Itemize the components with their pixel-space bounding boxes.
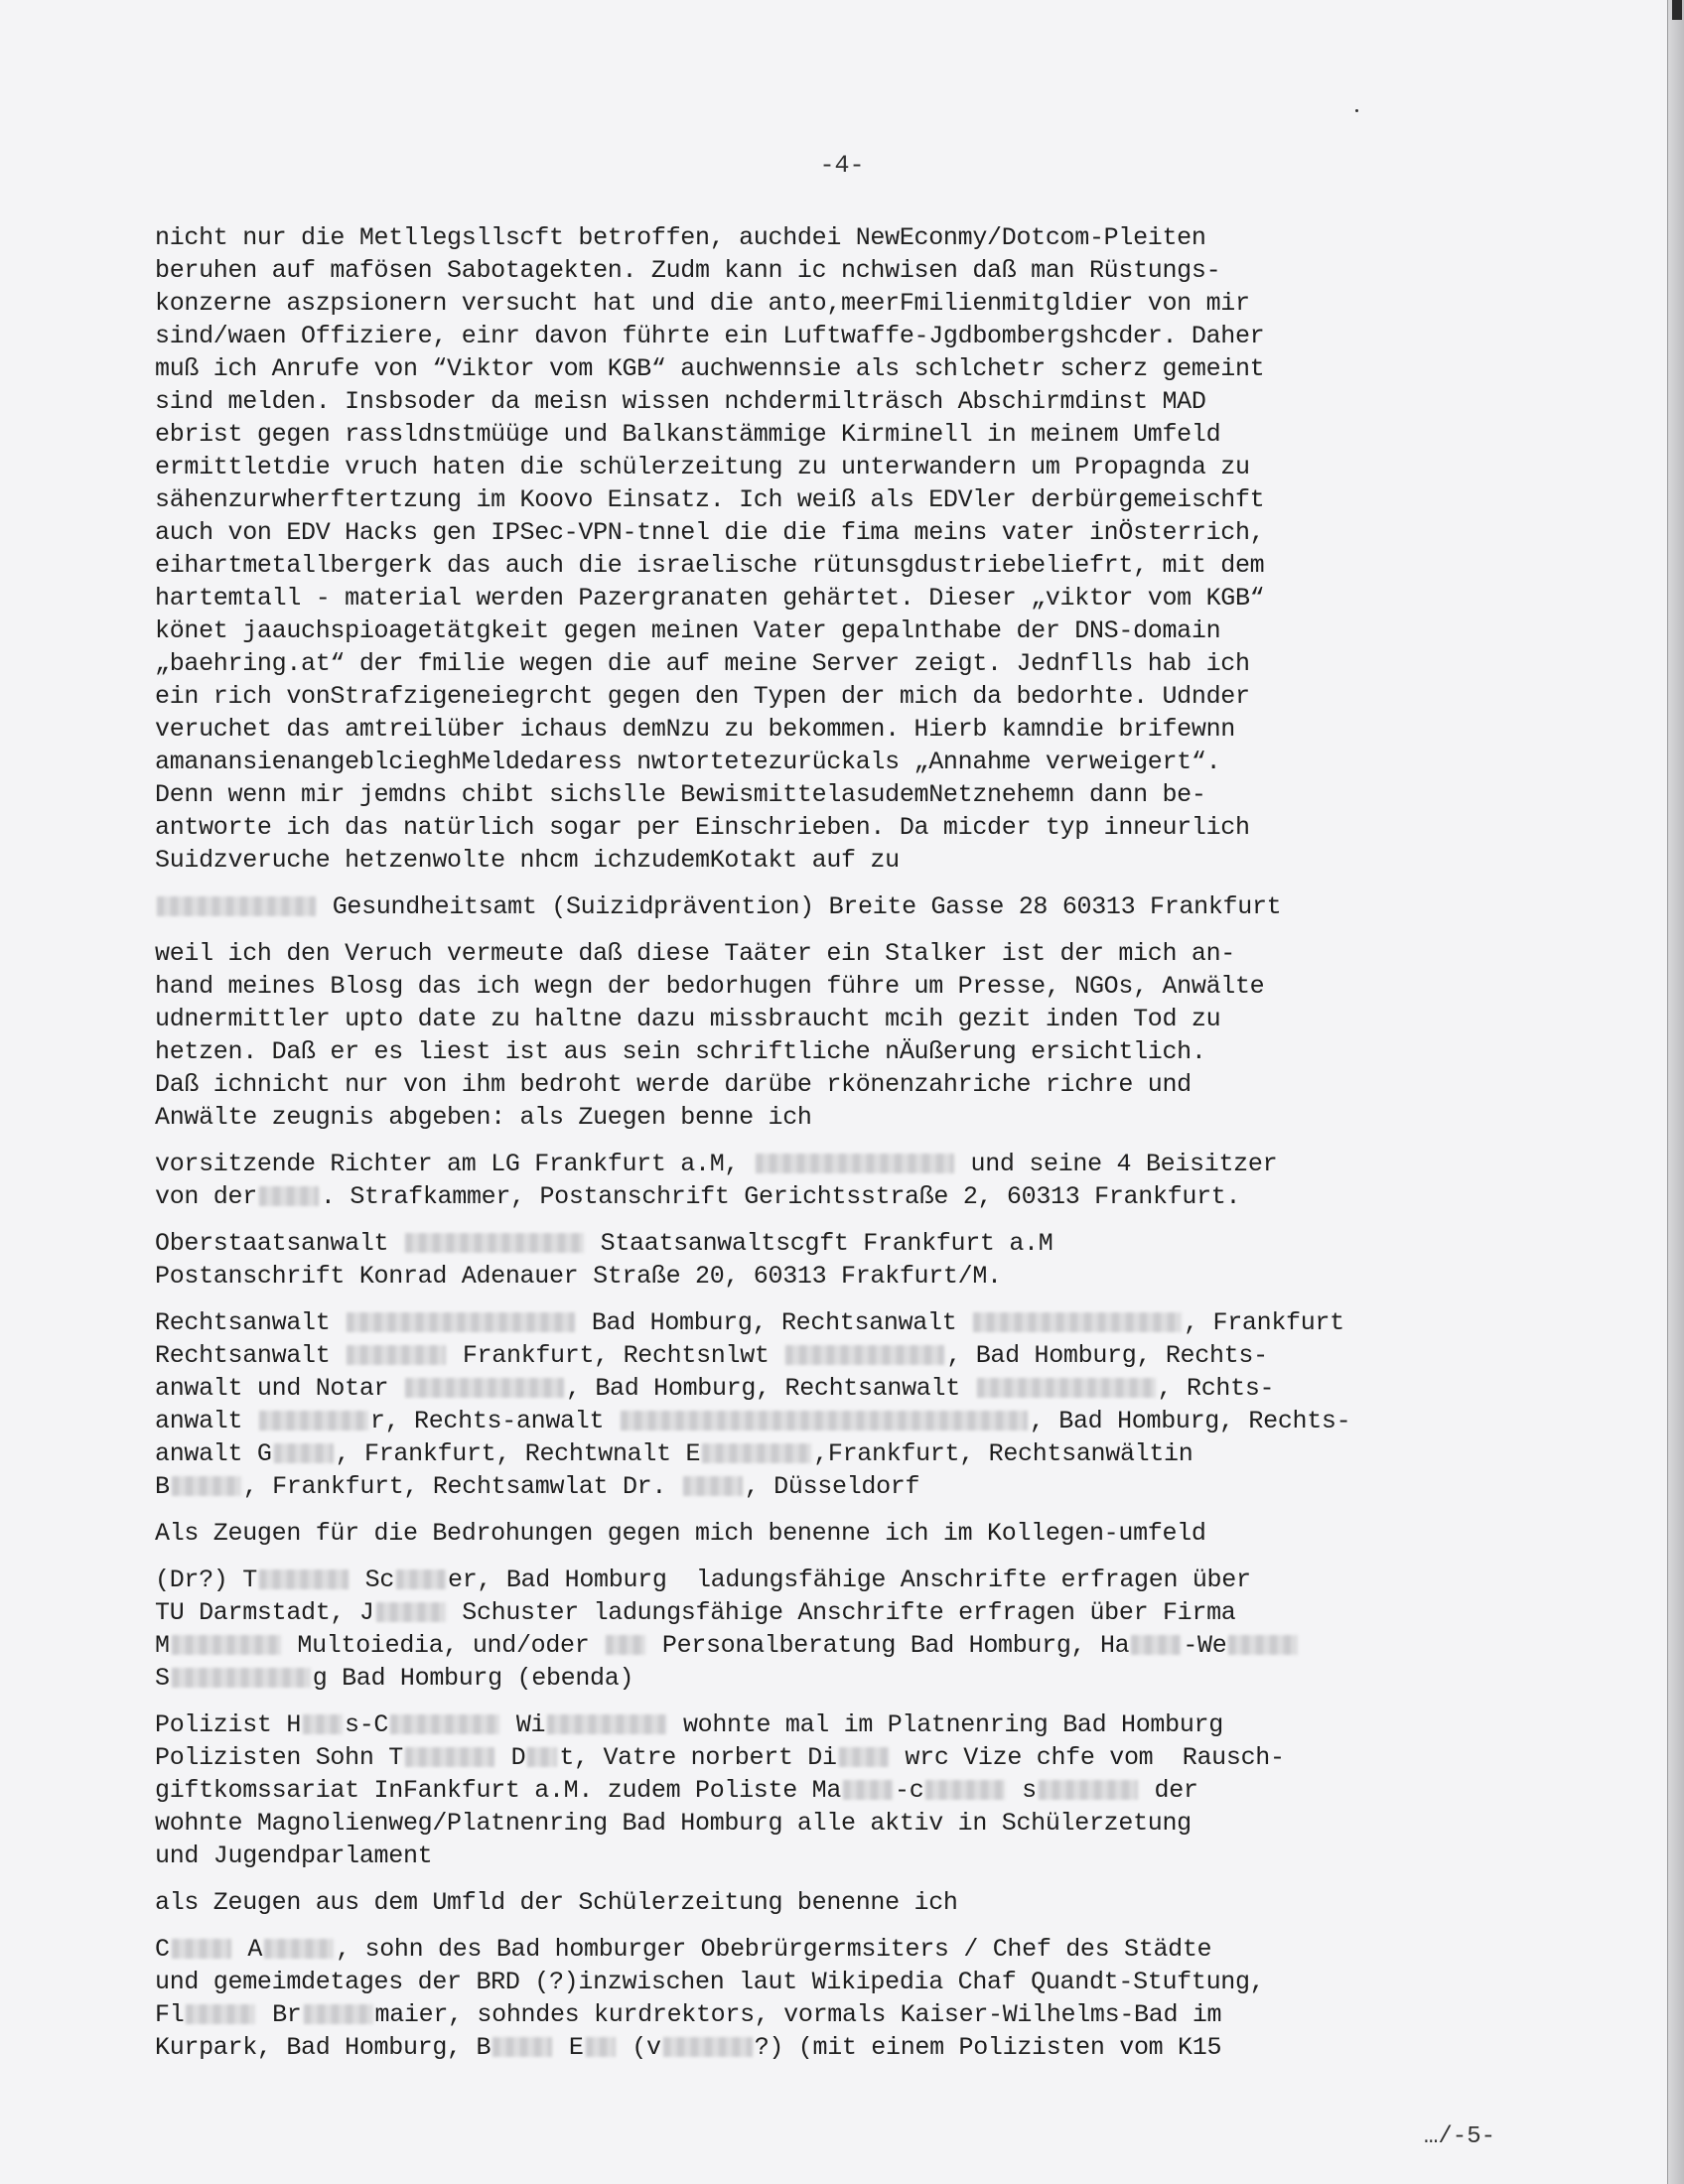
text-span: , Düsseldorf — [744, 1472, 920, 1501]
redaction — [172, 1939, 231, 1959]
redaction — [396, 1570, 446, 1589]
text-span: giftkomssariat InFankfurt a.M. zudem Poliste Ma — [155, 1776, 842, 1805]
text-span: Polizisten Sohn T — [155, 1743, 403, 1772]
text-span: , Bad Homburg, Rechts- — [946, 1341, 1268, 1370]
redaction — [172, 1635, 281, 1655]
redaction — [925, 1780, 1005, 1800]
text-span: M — [155, 1631, 170, 1660]
text-line: amanansienangeblcieghMeldedaress nwtortetezurückals „Annahme verweigert“. — [155, 748, 1221, 776]
redaction — [1228, 1635, 1298, 1655]
redaction — [1131, 1635, 1181, 1655]
redaction — [390, 1714, 499, 1734]
redaction — [702, 1443, 811, 1463]
text-span: C — [155, 1935, 170, 1964]
redaction — [977, 1378, 1156, 1398]
redaction — [683, 1476, 743, 1496]
text-span: Gesundheitsamt (Suizidprävention) Breite Gasse 28 60313 Frankfurt — [332, 892, 1282, 921]
text-line — [155, 1437, 1485, 1470]
text-span: Kurpark, Bad Homburg, B — [155, 2033, 491, 2062]
text-span: (v — [632, 2033, 661, 2062]
text-line: konzerne aszpsionern versucht hat und die anto,meerFmilienmitgldier von mir — [155, 289, 1250, 318]
redaction — [264, 1939, 334, 1959]
text-span: (Dr?) T — [155, 1566, 257, 1594]
redaction — [274, 1443, 334, 1463]
redaction — [186, 2004, 255, 2024]
text-span: der — [1154, 1776, 1198, 1805]
text-line — [155, 1470, 1485, 1503]
text-span: Staatsanwaltscgft Frankfurt a.M — [585, 1229, 1053, 1258]
text-line: muß ich Anrufe von “Viktor vom KGB“ auchwennsie als schlchetr scherz gemeint — [155, 354, 1265, 383]
text-span: Bad Homburg, Rechtsanwalt — [591, 1308, 957, 1337]
redaction — [259, 1411, 368, 1431]
text-span: Polizist H — [155, 1710, 302, 1739]
paragraph-witnesses-intro — [155, 1517, 1485, 1550]
redaction — [376, 1602, 446, 1622]
text-line: Anwälte zeugnis abgeben: als Zuegen benne ich — [155, 1103, 812, 1132]
text-span: , Frankfurt — [1184, 1308, 1344, 1337]
text-line — [155, 1708, 1485, 1741]
text-line — [155, 1339, 1485, 1372]
text-line — [155, 1227, 1485, 1260]
text-span: -c — [895, 1776, 924, 1805]
text-line: Denn wenn mir jemdns chibt sichslle BewismittelasudemNetznehemn dann be- — [155, 780, 1206, 809]
text-span: Schuster ladungsfähige Anschrifte erfragen über Firma — [462, 1598, 1236, 1627]
redaction — [347, 1312, 575, 1332]
page-number: -4- — [819, 151, 865, 180]
text-line — [155, 1741, 1485, 1774]
text-span: Sc — [364, 1566, 395, 1594]
text-line — [155, 2031, 1485, 2064]
redaction — [405, 1747, 494, 1767]
text-line — [155, 1998, 1485, 2031]
redaction — [157, 896, 316, 916]
text-line — [155, 890, 1485, 923]
paragraph-school-witnesses — [155, 1933, 1485, 2064]
text-span: , sohn des Bad homburger Obebrürgermsiters / Chef des Städte — [336, 1935, 1212, 1964]
text-line — [155, 1564, 1485, 1596]
redaction — [303, 1714, 343, 1734]
text-span: S — [155, 1664, 170, 1693]
text-span: E — [568, 2033, 584, 2062]
redaction — [259, 1570, 349, 1589]
redaction — [839, 1747, 889, 1767]
text-line: könet jaauchspioagetätgkeit gegen meinen Vater gepalnthabe der DNS-domain — [155, 616, 1221, 645]
text-span: Multoiedia, und/oder — [282, 1631, 590, 1660]
redaction — [347, 1345, 446, 1365]
text-span: maier, sohndes kurdrektors, vormals Kaiser-Wilhelms-Bad im — [374, 2000, 1222, 2029]
redaction — [405, 1233, 584, 1253]
paragraph-prosecutor — [155, 1227, 1485, 1293]
redaction — [621, 1411, 1028, 1431]
redaction — [172, 1476, 241, 1496]
text-line: und Jugendparlament — [155, 1842, 433, 1870]
text-line: veruchet das amtreilüber ichaus demNzu zu bekommen. Hierb kamndie brifewnn — [155, 715, 1235, 744]
paragraph-judges — [155, 1148, 1485, 1213]
text-line: ebrist gegen rassldnstmüüge und Balkanstämmige Kirminell in meinem Umfeld — [155, 420, 1221, 449]
text-span: t, Vatre norbert Di — [559, 1743, 837, 1772]
text-span: Rechtsanwalt — [155, 1308, 331, 1337]
paragraph-1 — [155, 221, 1485, 877]
text-line — [155, 1372, 1485, 1405]
text-line: Als Zeugen für die Bedrohungen gegen mich benenne ich im Kollegen-umfeld — [155, 1519, 1206, 1548]
text-line: sähenzurwherftertzung im Koovo Einsatz. Ich weiß als EDVler derbürgemeischft — [155, 485, 1265, 514]
text-span: anwalt — [155, 1407, 243, 1435]
text-span: , Rchts- — [1157, 1374, 1275, 1403]
text-span: ?) (mit einem Polizisten vom K15 — [754, 2033, 1222, 2062]
redaction — [663, 2037, 753, 2057]
text-line — [155, 1180, 1485, 1213]
text-line — [155, 1405, 1485, 1437]
redaction — [586, 2037, 616, 2057]
text-line: und gemeimdetages der BRD (?)inzwischen laut Wikipedia Chaf Quandt-Stuftung, — [155, 1968, 1265, 1996]
text-span: von der — [155, 1182, 257, 1211]
text-line: sind melden. Insbsoder da meisn wissen nchdermilträsch Abschirmdinst MAD — [155, 387, 1206, 416]
text-span: B — [155, 1472, 170, 1501]
paragraph-lawyers — [155, 1306, 1485, 1503]
text-span: s-C — [345, 1710, 389, 1739]
paragraph-school-intro — [155, 1886, 1485, 1919]
text-line: auch von EDV Hacks gen IPSec-VPN-tnnel die die fima meins vater inÖsterrich, — [155, 518, 1265, 547]
text-line — [155, 1629, 1485, 1662]
text-line: sind/waen Offiziere, einr davon führte ein Luftwaffe-Jgdbombergshcder. Daher — [155, 322, 1265, 350]
text-line: Suidzveruche hetzenwolte nhcm ichzudemKotakt auf zu — [155, 846, 900, 875]
text-line: nicht nur die Metllegsllscft betroffen, auchdei NewEconmy/Dotcom-Pleiten — [155, 223, 1206, 252]
text-span: wrc Vize chfe vom Rausch- — [890, 1743, 1285, 1772]
letter-body — [155, 221, 1485, 2078]
text-line: weil ich den Veruch vermeute daß diese Taäter ein Stalker ist der mich an- — [155, 939, 1235, 968]
redaction — [527, 1747, 557, 1767]
text-span: A — [247, 1935, 263, 1964]
text-line: ermittletdie vruch haten die schülerzeitung zu unterwandern um Propagnda zu — [155, 453, 1250, 481]
redaction — [843, 1780, 893, 1800]
text-line: als Zeugen aus dem Umfld der Schülerzeitung benenne ich — [155, 1888, 958, 1917]
text-line — [155, 1148, 1485, 1180]
text-line: hand meines Blosg das ich wegn der bedorhugen führe um Presse, NGOs, Anwälte — [155, 972, 1265, 1001]
text-line: udnermittler upto date zu haltne dazu missbraucht mcih gezit inden Tod zu — [155, 1005, 1221, 1033]
text-line: antworte ich das natürlich sogar per Einschrieben. Da micder typ inneurlich — [155, 813, 1250, 842]
text-span: Rechtsanwalt — [155, 1341, 331, 1370]
text-span: und seine 4 Beisitzer — [970, 1150, 1278, 1178]
scan-speck — [1355, 109, 1358, 112]
redaction — [492, 2037, 552, 2057]
redaction — [172, 1668, 311, 1688]
text-span: Br — [272, 2000, 302, 2029]
text-line: ein rich vonStrafzigeneiegrcht gegen den Typen der mich da bedorhte. Udnder — [155, 682, 1250, 711]
text-span: s — [1022, 1776, 1037, 1805]
text-span: ,Frankfurt, Rechtsanwältin — [813, 1439, 1193, 1468]
redaction — [1039, 1780, 1138, 1800]
text-line — [155, 1933, 1485, 1966]
text-line — [155, 1774, 1485, 1807]
text-span: , Bad Homburg, Rechtsanwalt — [565, 1374, 960, 1403]
text-line — [155, 1596, 1485, 1629]
text-span: -We — [1183, 1631, 1227, 1660]
text-span: TU Darmstadt, J — [155, 1598, 374, 1627]
text-span: r, Rechts-anwalt — [369, 1407, 605, 1435]
text-span: vorsitzende Richter am LG Frankfurt a.M, — [155, 1150, 740, 1178]
text-line: hetzen. Daß er es liest ist aus sein schriftliche nÄußerung ersichtlich. — [155, 1037, 1206, 1066]
page-edge — [1667, 0, 1684, 2184]
text-line: Postanschrift Konrad Adenauer Straße 20, 60313 Frakfurt/M. — [155, 1262, 1002, 1291]
redaction — [973, 1312, 1182, 1332]
text-line: eihartmetallbergerk das auch die israelische rütunsgdustriebeliefrt, mit dem — [155, 551, 1265, 580]
redaction — [785, 1345, 944, 1365]
paragraph-colleagues — [155, 1564, 1485, 1695]
text-span: . Strafkammer, Postanschrift Gerichtsstraße 2, 60313 Frankfurt. — [320, 1182, 1241, 1211]
text-span: D — [510, 1743, 526, 1772]
text-span: g Bad Homburg (ebenda) — [312, 1664, 634, 1693]
paragraph-3 — [155, 937, 1485, 1134]
redaction — [304, 2004, 373, 2024]
text-span: er, Bad Homburg ladungsfähige Anschrifte erfragen über — [448, 1566, 1251, 1594]
text-span: , Frankfurt, Rechtwnalt E — [335, 1439, 701, 1468]
redaction — [405, 1378, 564, 1398]
text-span: Frankfurt, Rechtsnlwt — [448, 1341, 770, 1370]
paragraph-police — [155, 1708, 1485, 1872]
paragraph-health-office — [155, 890, 1485, 923]
text-line — [155, 1662, 1485, 1695]
text-line: hartemtall - material werden Pazergranaten gehärtet. Dieser „viktor vom KGB“ — [155, 584, 1265, 613]
text-span: anwalt G — [155, 1439, 272, 1468]
redaction — [259, 1186, 319, 1206]
text-span: Personalberatung Bad Homburg, Ha — [661, 1631, 1130, 1660]
redaction — [547, 1714, 666, 1734]
text-line: Daß ichnicht nur von ihm bedroht werde darübe rkönenzahriche richre und — [155, 1070, 1192, 1099]
text-span: Wi — [515, 1710, 546, 1739]
scan-mark — [1672, 0, 1682, 20]
text-line: wohnte Magnolienweg/Platnenring Bad Homburg alle aktiv in Schülerzetung — [155, 1809, 1192, 1838]
text-line: „baehring.at“ der fmilie wegen die auf meine Server zeigt. Jednflls hab ich — [155, 649, 1250, 678]
redaction — [756, 1154, 954, 1173]
text-span: anwalt und Notar — [155, 1374, 389, 1403]
text-line — [155, 1306, 1485, 1339]
text-span: wohnte mal im Platnenring Bad Homburg — [668, 1710, 1223, 1739]
text-span: Oberstaatsanwalt — [155, 1229, 389, 1258]
continuation-marker: …/-5- — [1423, 2123, 1495, 2150]
text-line: beruhen auf mafösen Sabotagekten. Zudm kann ic nchwisen daß man Rüstungs- — [155, 256, 1221, 285]
text-span: , Bad Homburg, Rechts- — [1029, 1407, 1351, 1435]
redaction — [606, 1635, 645, 1655]
text-span: Fl — [155, 2000, 185, 2029]
text-span: , Frankfurt, Rechtsamwlat Dr. — [242, 1472, 667, 1501]
